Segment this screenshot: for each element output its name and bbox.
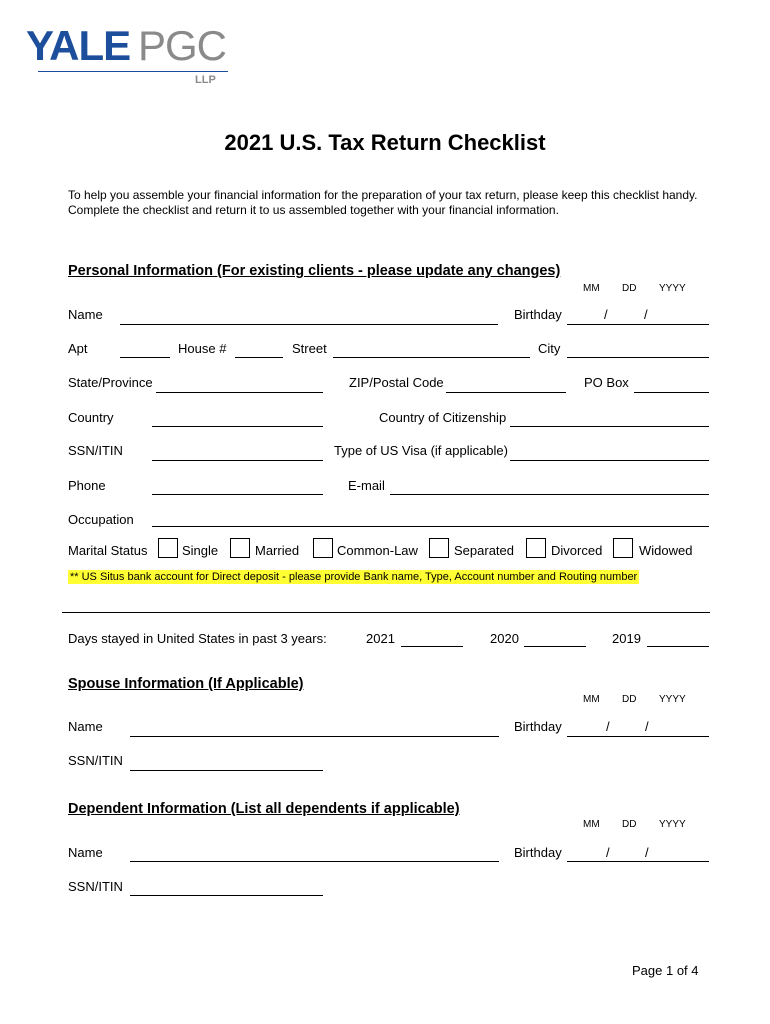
street-label: Street <box>292 341 327 356</box>
spouse-name-label: Name <box>68 719 103 734</box>
days-year-2021-label: 2021 <box>366 631 395 646</box>
citizenship-field[interactable] <box>510 426 709 427</box>
widowed-option-label: Widowed <box>639 543 693 558</box>
logo-suffix: LLP <box>195 74 216 86</box>
city-field[interactable] <box>567 357 709 358</box>
email-field[interactable] <box>390 494 709 495</box>
intro-paragraph: To help you assemble your financial information for the preparation of your tax return, please keep this checklist handy. Complete the checklist and return it to us assembled together with your financial information. <box>68 188 698 217</box>
dependent-ssn-label: SSN/ITIN <box>68 879 123 894</box>
occupation-field[interactable] <box>152 526 709 527</box>
dependent-date-label-dd: DD <box>622 819 637 830</box>
separated-checkbox[interactable] <box>429 538 449 558</box>
dependent-birthday-slash: / <box>645 845 649 860</box>
phone-label: Phone <box>68 478 106 493</box>
phone-field[interactable] <box>152 494 323 495</box>
bank-account-note: ** US Situs bank account for Direct deposit - please provide Bank name, Type, Account number and Routing number <box>70 571 638 583</box>
zip-label: ZIP/Postal Code <box>349 375 444 390</box>
page-number: Page 1 of 4 <box>632 963 699 978</box>
spouse-birthday-slash: / <box>645 719 649 734</box>
days-year-2020-label: 2020 <box>490 631 519 646</box>
pobox-field[interactable] <box>634 392 709 393</box>
date-label-yyyy: YYYY <box>659 283 686 294</box>
widowed-checkbox[interactable] <box>613 538 633 558</box>
single-option-label: Single <box>182 543 219 558</box>
state-label: State/Province <box>68 375 153 390</box>
logo-secondary-text: PGC <box>138 22 227 69</box>
married-option-label: Married <box>255 543 300 558</box>
ssn-field[interactable] <box>152 460 323 461</box>
common-law-checkbox[interactable] <box>313 538 333 558</box>
date-label-dd: DD <box>622 283 637 294</box>
divorced-option-label: Divorced <box>551 543 603 558</box>
country-field[interactable] <box>152 426 323 427</box>
apt-label: Apt <box>68 341 88 356</box>
personal-section-heading: Personal Information (For existing clients - please update any changes) <box>68 263 561 279</box>
dependent-name-label: Name <box>68 845 103 860</box>
city-label: City <box>538 341 561 356</box>
divorced-checkbox[interactable] <box>526 538 546 558</box>
spouse-ssn-label: SSN/ITIN <box>68 753 123 768</box>
dependent-section-heading: Dependent Information (List all dependents if applicable) <box>68 801 460 817</box>
married-checkbox[interactable] <box>230 538 250 558</box>
spouse-date-label-dd: DD <box>622 694 637 705</box>
single-checkbox[interactable] <box>158 538 178 558</box>
date-label-mm: MM <box>583 283 600 294</box>
days-2020-field[interactable] <box>524 646 586 647</box>
dependent-birthday-slash: / <box>606 845 610 860</box>
document-title: 2021 U.S. Tax Return Checklist <box>224 130 546 155</box>
birthday-field[interactable] <box>567 324 709 325</box>
birthday-slash: / <box>644 307 648 322</box>
spouse-birthday-field[interactable] <box>567 736 709 737</box>
spouse-section-heading: Spouse Information (If Applicable) <box>68 676 304 692</box>
logo-rule <box>38 71 228 72</box>
house-label: House # <box>178 341 227 356</box>
section-divider <box>62 612 710 613</box>
spouse-birthday-label: Birthday <box>514 719 562 734</box>
dependent-date-label-yyyy: YYYY <box>659 819 686 830</box>
zip-field[interactable] <box>446 392 566 393</box>
name-label: Name <box>68 307 103 322</box>
days-year-2019-label: 2019 <box>612 631 641 646</box>
days-2021-field[interactable] <box>401 646 463 647</box>
house-field[interactable] <box>235 357 283 358</box>
name-field[interactable] <box>120 324 498 325</box>
spouse-name-field[interactable] <box>130 736 499 737</box>
birthday-slash: / <box>604 307 608 322</box>
birthday-label: Birthday <box>514 307 562 322</box>
email-label: E-mail <box>348 478 385 493</box>
spouse-birthday-slash: / <box>606 719 610 734</box>
marital-status-label: Marital Status <box>68 543 148 558</box>
dependent-ssn-field[interactable] <box>130 895 323 896</box>
spouse-date-label-mm: MM <box>583 694 600 705</box>
spouse-date-label-yyyy: YYYY <box>659 694 686 705</box>
state-field[interactable] <box>156 392 323 393</box>
dependent-birthday-label: Birthday <box>514 845 562 860</box>
separated-option-label: Separated <box>454 543 514 558</box>
country-label: Country <box>68 410 114 425</box>
dependent-name-field[interactable] <box>130 861 499 862</box>
street-field[interactable] <box>333 357 530 358</box>
common-law-option-label: Common-Law <box>337 543 418 558</box>
logo-primary-text: YALE <box>26 22 131 69</box>
visa-label: Type of US Visa (if applicable) <box>334 443 508 458</box>
ssn-label: SSN/ITIN <box>68 443 123 458</box>
citizenship-label: Country of Citizenship <box>379 410 507 425</box>
spouse-ssn-field[interactable] <box>130 770 323 771</box>
pobox-label: PO Box <box>584 375 629 390</box>
visa-field[interactable] <box>510 460 709 461</box>
apt-field[interactable] <box>120 357 170 358</box>
days-stayed-label: Days stayed in United States in past 3 years: <box>68 631 327 646</box>
occupation-label: Occupation <box>68 512 134 527</box>
dependent-date-label-mm: MM <box>583 819 600 830</box>
days-2019-field[interactable] <box>647 646 709 647</box>
dependent-birthday-field[interactable] <box>567 861 709 862</box>
